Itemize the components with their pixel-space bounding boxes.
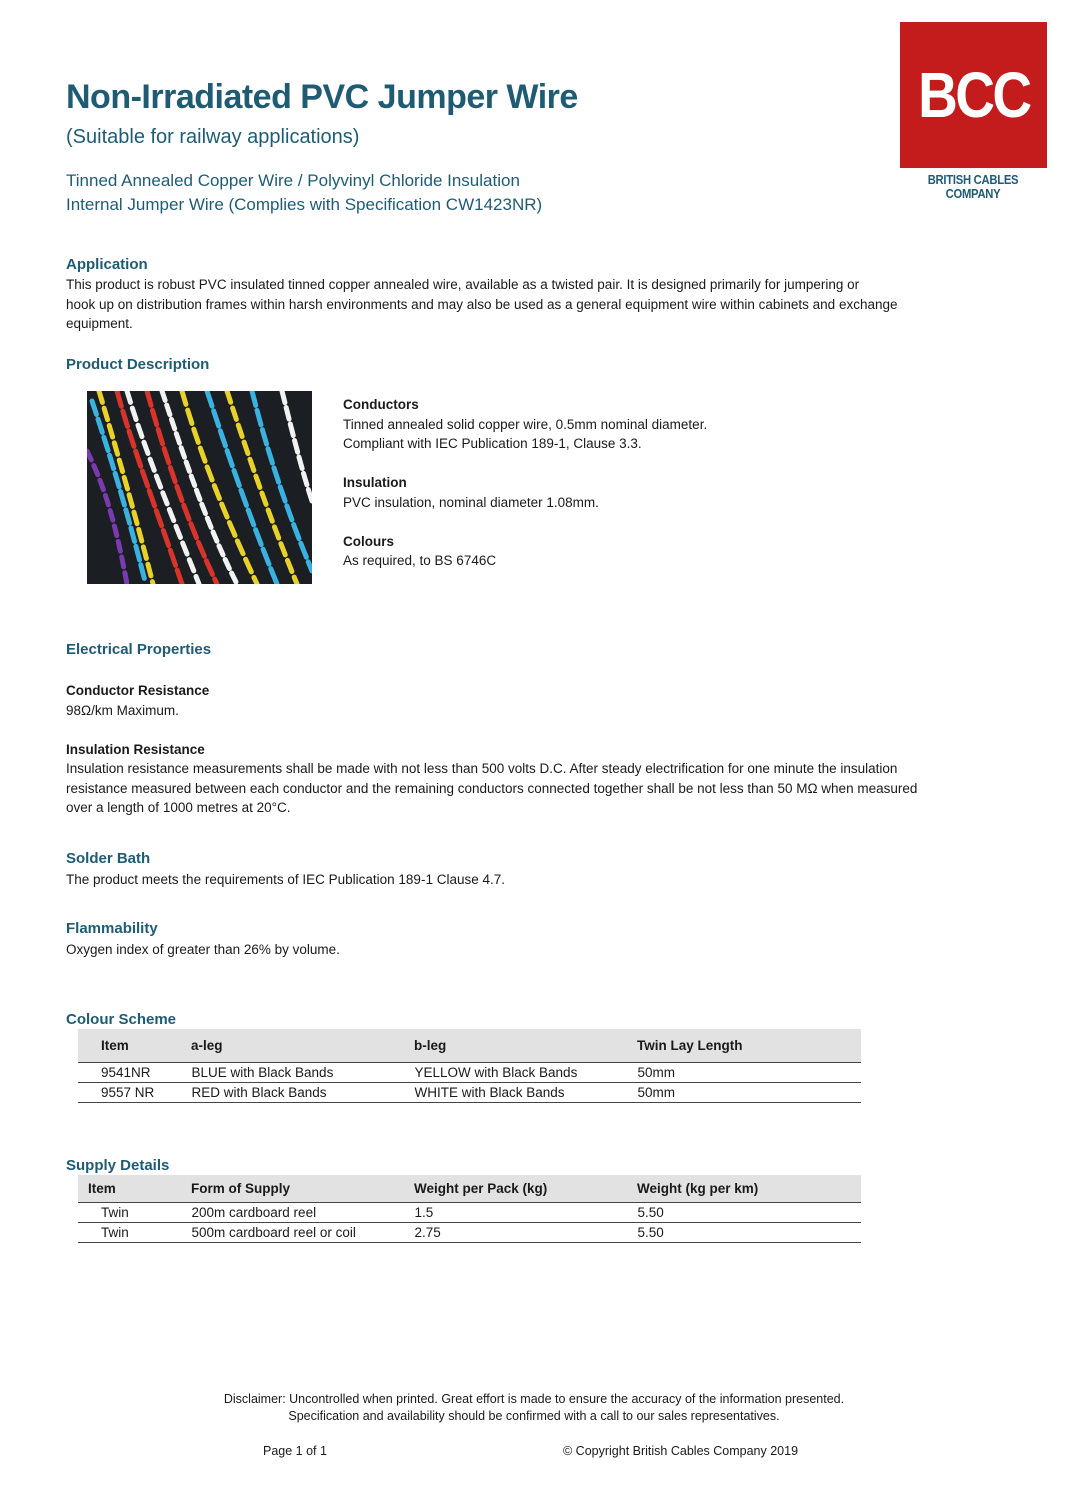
- wire-photo-graphic: [87, 391, 312, 584]
- disclaimer-line: Disclaimer: Uncontrolled when printed. Great effort is made to ensure the accuracy of the information presented.: [223, 1392, 845, 1406]
- table-cell: 9541NR: [78, 1063, 191, 1083]
- supply-table: [78, 1175, 861, 1243]
- insulation-resistance-line: Insulation resistance measurements shall be made with not less than 500 volts D.C. After steady electrification for one minute the insulation: [66, 761, 898, 776]
- table-cell: 1.5: [414, 1203, 637, 1223]
- table-header-cell: Item: [78, 1029, 191, 1063]
- table-cell: Twin: [78, 1203, 191, 1223]
- flammability-text: Oxygen index of greater than 26% by volume.: [66, 942, 340, 957]
- table-cell: RED with Black Bands: [191, 1083, 414, 1103]
- logo-company-name: BRITISH CABLES COMPANY: [927, 173, 1019, 201]
- wire-photo: [87, 391, 312, 584]
- material-line: Tinned Annealed Copper Wire / Polyvinyl Chloride Insulation: [66, 171, 520, 190]
- table-header-cell: a-leg: [191, 1029, 414, 1063]
- table-cell: 500m cardboard reel or coil: [191, 1223, 414, 1243]
- application-line: hook up on distribution frames within harsh environments and may also be used as a general equipment wire within cabinets and exchange: [66, 296, 898, 312]
- table-cell: 2.75: [414, 1223, 637, 1243]
- table-header-cell: Form of Supply: [191, 1175, 414, 1203]
- table-header-cell: Weight per Pack (kg): [414, 1175, 637, 1203]
- solder-text: The product meets the requirements of IEC Publication 189-1 Clause 4.7.: [66, 872, 505, 887]
- logo-text: BCC: [917, 59, 1030, 131]
- colour-scheme-heading: Colour Scheme: [66, 1011, 177, 1028]
- table-cell: 200m cardboard reel: [191, 1203, 414, 1223]
- colour-scheme-table: [78, 1029, 861, 1103]
- application-text: [66, 275, 1026, 334]
- insulation-resistance-line: resistance measured between each conductor and the remaining conductors connected together shall be not less than 50 MΩ when measured: [66, 780, 918, 796]
- insulation-resistance-line: over a length of 1000 metres at 20°C.: [66, 800, 291, 815]
- application-heading: Application: [66, 256, 148, 273]
- bcc-logo: [900, 22, 1047, 168]
- conductor-resistance-label: Conductor Resistance: [66, 683, 210, 698]
- flammability-heading: Flammability: [66, 920, 158, 937]
- table-header-cell: Item: [78, 1175, 191, 1203]
- solder-heading: Solder Bath: [66, 850, 151, 867]
- table-row: [78, 1063, 861, 1083]
- conductor-resistance-text: 98Ω/km Maximum.: [66, 702, 179, 718]
- colours-label: Colours: [343, 533, 395, 549]
- table-header-cell: b-leg: [414, 1029, 637, 1063]
- table-row: [78, 1223, 861, 1243]
- insulation-text: PVC insulation, nominal diameter 1.08mm.: [343, 494, 599, 510]
- table-cell: Twin: [78, 1223, 191, 1243]
- table-row: [78, 1083, 861, 1103]
- insulation-label: Insulation: [343, 475, 407, 490]
- conductors-label: Conductors: [343, 397, 419, 412]
- application-line: This product is robust PVC insulated tinned copper annealed wire, available as a twisted pair. It is designed primarily for jumpering or: [66, 277, 860, 292]
- table-header-cell: Weight (kg per km): [637, 1175, 861, 1203]
- application-line: equipment.: [66, 316, 133, 331]
- supply-heading: Supply Details: [66, 1157, 170, 1174]
- conductors-line: Compliant with IEC Publication 189-1, Clause 3.3.: [343, 436, 642, 451]
- table-cell: 9557 NR: [78, 1083, 191, 1103]
- disclaimer-line: Specification and availability should be confirmed with a call to our sales representatives.: [288, 1409, 780, 1423]
- spec-line: Internal Jumper Wire (Complies with Specification CW1423NR): [66, 195, 543, 214]
- electrical-heading: Electrical Properties: [66, 641, 212, 658]
- table-header-row: [78, 1029, 861, 1063]
- table-row: [78, 1203, 861, 1223]
- table-cell: 50mm: [637, 1063, 861, 1083]
- table-cell: WHITE with Black Bands: [414, 1083, 637, 1103]
- product-description-heading: Product Description: [66, 356, 210, 373]
- insulation-resistance-label: Insulation Resistance: [66, 741, 205, 757]
- conductors-line: Tinned annealed solid copper wire, 0.5mm nominal diameter.: [343, 416, 708, 432]
- table-cell: YELLOW with Black Bands: [414, 1063, 637, 1083]
- electrical-details: [66, 681, 1026, 818]
- product-details: [343, 395, 793, 571]
- copyright: © Copyright British Cables Company 2019: [563, 1444, 799, 1458]
- table-cell: BLUE with Black Bands: [191, 1063, 414, 1083]
- page-number: Page 1 of 1: [263, 1444, 327, 1458]
- table-cell: 5.50: [637, 1223, 861, 1243]
- table-cell: 50mm: [637, 1083, 861, 1103]
- table-header-row: [78, 1175, 861, 1203]
- page-subtitle: (Suitable for railway applications): [66, 126, 360, 148]
- page-title: Non-Irradiated PVC Jumper Wire: [66, 78, 578, 116]
- table-header-cell: Twin Lay Length: [637, 1029, 861, 1063]
- colours-text: As required, to BS 6746C: [343, 553, 497, 568]
- table-cell: 5.50: [637, 1203, 861, 1223]
